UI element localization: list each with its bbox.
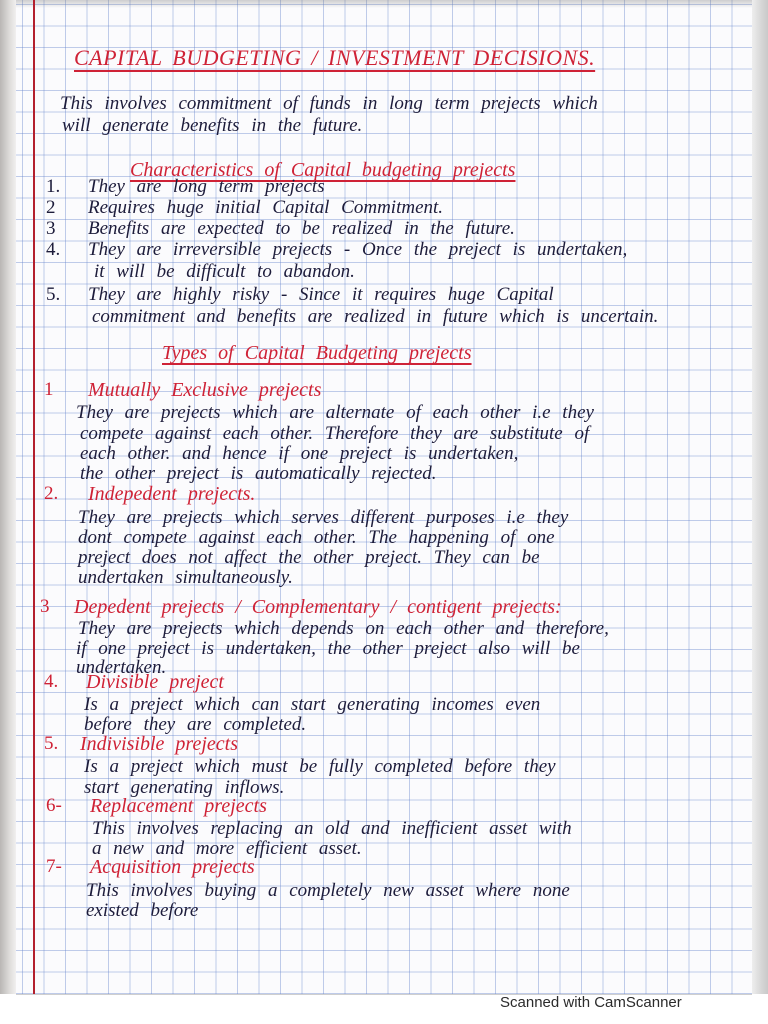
page-left-edge xyxy=(0,0,16,994)
type-description-line: Is a preject which can start generating incomes even xyxy=(84,694,541,715)
type-description-line: start generating inflows. xyxy=(84,777,285,798)
type-description-line: undertaken. xyxy=(76,657,167,678)
type-description-line: a new and more efficient asset. xyxy=(92,838,362,859)
type-description-line: They are prejects which serves different purposes i.e they xyxy=(78,507,569,528)
type-title: Indivisible prejects xyxy=(80,733,238,755)
characteristic-text: commitment and benefits are realized in future which is uncertain. xyxy=(92,306,659,327)
characteristic-text: it will be difficult to abandon. xyxy=(94,261,355,282)
type-number: 4. xyxy=(44,671,59,692)
characteristic-text: Benefits are expected to be realized in the future. xyxy=(88,218,515,239)
characteristic-text: They are irreversible prejects - Once the preject is undertaken, xyxy=(88,239,628,260)
page-top-shadow xyxy=(16,0,752,8)
type-number: 2. xyxy=(44,483,59,504)
camscanner-watermark: Scanned with CamScanner xyxy=(500,994,682,1011)
type-description-line: undertaken simultaneously. xyxy=(78,567,293,588)
type-number: 6- xyxy=(46,795,62,816)
characteristic-number: 4. xyxy=(46,239,61,260)
characteristic-text: They are highly risky - Since it requires huge Capital xyxy=(88,284,554,305)
types-heading: Types of Capital Budgeting prejects xyxy=(162,342,472,364)
type-description-line: the other preject is automatically rejected. xyxy=(80,463,437,484)
characteristic-number: 2 xyxy=(46,197,56,218)
type-title: Replacement prejects xyxy=(90,795,267,817)
characteristic-text: They are long term prejects xyxy=(88,176,325,197)
characteristic-number: 1. xyxy=(46,176,61,197)
type-description-line: before they are completed. xyxy=(84,714,307,735)
type-title: Mutually Exclusive prejects xyxy=(88,379,322,401)
red-margin-line xyxy=(33,0,35,994)
intro-line: This involves commitment of funds in long term prejects which xyxy=(60,93,598,114)
page-title: CAPITAL BUDGETING / INVESTMENT DECISIONS. xyxy=(74,45,596,70)
type-description-line: Is a preject which must be fully completed before they xyxy=(84,756,556,777)
characteristic-number: 3 xyxy=(46,218,56,239)
type-description-line: compete against each other. Therefore they are substitute of xyxy=(80,423,590,444)
type-description-line: They are prejects which are alternate of each other i.e they xyxy=(76,402,594,423)
type-number: 5. xyxy=(44,733,59,754)
intro-line: will generate benefits in the future. xyxy=(62,115,363,136)
type-description-line: if one preject is undertaken, the other preject also will be xyxy=(76,638,580,659)
type-number: 3 xyxy=(40,596,50,617)
type-title: Acquisition prejects xyxy=(90,856,255,878)
type-description-line: existed before xyxy=(86,900,199,921)
type-title: Indepedent prejects. xyxy=(88,483,256,505)
page-right-edge xyxy=(752,0,768,994)
type-description-line: each other. and hence if one preject is undertaken, xyxy=(80,443,519,464)
type-title: Divisible preject xyxy=(86,671,224,693)
type-description-line: dont compete against each other. The happening of one xyxy=(78,527,555,548)
type-description-line: This involves replacing an old and inefficient asset with xyxy=(92,818,572,839)
type-number: 1 xyxy=(44,379,54,400)
type-description-line: preject does not affect the other preject. They can be xyxy=(78,547,540,568)
type-description-line: They are prejects which depends on each other and therefore, xyxy=(78,618,609,639)
type-description-line: This involves buying a completely new asset where none xyxy=(86,880,570,901)
characteristics-heading: Characteristics of Capital budgeting prejects xyxy=(130,159,516,181)
characteristic-number: 5. xyxy=(46,284,61,305)
type-title: Depedent prejects / Complementary / contigent prejects: xyxy=(74,596,562,618)
type-number: 7- xyxy=(46,856,62,877)
characteristic-text: Requires huge initial Capital Commitment. xyxy=(88,197,444,218)
